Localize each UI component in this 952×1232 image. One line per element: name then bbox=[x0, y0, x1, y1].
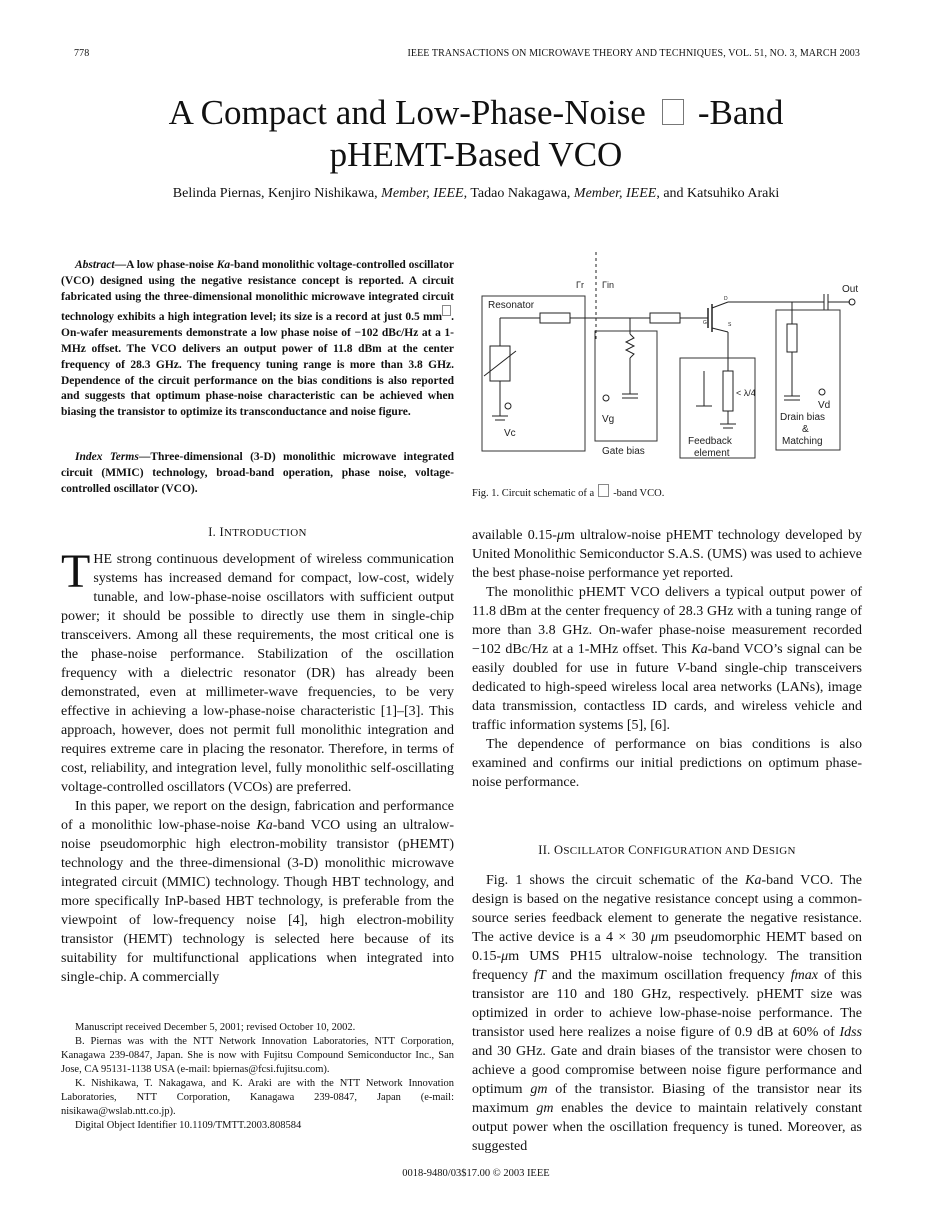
figure-caption bbox=[472, 484, 664, 499]
section-2-text bbox=[472, 871, 862, 1156]
index-terms-label: Index Terms bbox=[75, 451, 139, 463]
abstract-text-2: -band monolithic voltage-controlled oscillator (VCO) designed using the negative resistance concept is reported. A circuit fabricated using the three-dimensional monolithic microwave integrated circuit technology exhibits a high integration level; its size is a record at just 0.5 mm bbox=[61, 259, 454, 324]
page-footer: 0018-9480/03$17.00 © 2003 IEEE bbox=[402, 1168, 550, 1179]
gamma-in-label: Γin bbox=[602, 280, 614, 290]
varactor-arrow bbox=[484, 351, 516, 376]
s2-text-8: of the transistor. Biasing of the transistor near its maximum bbox=[472, 1082, 863, 1116]
tline-1 bbox=[540, 313, 570, 323]
right-p2-v: V bbox=[676, 661, 686, 676]
section-2-number: II. bbox=[538, 843, 555, 857]
s2-gm-2: gm bbox=[536, 1101, 554, 1116]
s2-text-7: and 30 GHz. Gate and drain biases of the transistor were chosen to achieve a good compromise between noise figure performance and optimum bbox=[472, 1044, 862, 1097]
introduction-text bbox=[61, 545, 454, 987]
tline-2 bbox=[650, 313, 680, 323]
journal-header: IEEE TRANSACTIONS ON MICROWAVE THEORY AND TECHNIQUES, VOL. 51, NO. 3, MARCH 2003 bbox=[407, 48, 860, 59]
section-2-cap-3: D bbox=[752, 843, 762, 857]
gamma-r-label: Γr bbox=[576, 280, 584, 290]
s2-text-5: and the maximum oscillation frequency bbox=[545, 968, 791, 983]
section-2-cap-2: C bbox=[628, 843, 637, 857]
section-1-title-cap: I bbox=[219, 525, 225, 539]
s2-gm: gm bbox=[530, 1082, 548, 1097]
intro-p2-text-2: -band VCO using an ultralow-noise pseudomorphic high electron-mobility transistor (pHEMT) technology and the three-dimensional (3-D) monolithic microwave integrated circuit (MMIC) technology. Though HBT technology, and more specifically InP-based HBT technology, is preferable from the viewpoint of low-frequency noise [4], high electron-mobility transistor (HEMT) technology is selected here because of its suitability for multifunctional applications when integrated into single-chip. A commercially bbox=[61, 818, 454, 985]
source-node-label: S bbox=[728, 322, 732, 328]
s2-ft: fT bbox=[534, 968, 546, 983]
author-1-membership: Member, IEEE bbox=[381, 186, 464, 201]
resonator-label: Resonator bbox=[488, 300, 535, 311]
author-2: Tadao Nakagawa bbox=[470, 186, 567, 201]
vd-label: Vd bbox=[818, 400, 831, 411]
footnote-4: Digital Object Identifier 10.1109/TMTT.2003.808584 bbox=[75, 1120, 302, 1131]
right-paragraph-3: The dependence of performance on bias conditions is also examined and confirms our initial predictions on optimum phase-noise performance. bbox=[472, 737, 862, 790]
right-paragraph-2 bbox=[472, 583, 862, 735]
author-1: Belinda Piernas, Kenjiro Nishikawa bbox=[172, 186, 375, 201]
section-heading-oscillator-design bbox=[472, 843, 862, 858]
drop-cap: T bbox=[61, 545, 91, 598]
section-1-number: I. bbox=[208, 525, 220, 539]
paper-title bbox=[0, 92, 952, 176]
section-2-word-3: ESIGN bbox=[761, 845, 796, 857]
section-2-word-1: SCILLATOR bbox=[563, 845, 629, 857]
transistor-drain bbox=[712, 302, 728, 308]
author-3: and Katsuhiko Araki bbox=[663, 186, 780, 201]
gate-bias-label: Gate bias bbox=[602, 446, 645, 457]
abstract-text-1: —A low phase-noise bbox=[114, 259, 217, 271]
intro-p2-text-1: In this paper, we report on the design, fabrication and performance of a monolithic low-phase-noise bbox=[61, 799, 454, 833]
abstract bbox=[61, 258, 454, 421]
lambda-label: < λ/4 bbox=[736, 388, 756, 398]
s2-text-4: m UMS PH15 ultralow-noise technology. The transition frequency bbox=[472, 949, 862, 983]
missing-glyph-box bbox=[442, 305, 451, 316]
s2-text-2: -band VCO. The design is based on the negative resistance concept using a common-source series feedback element to generate the negative resistance. The active device is a 4 × 30 bbox=[472, 873, 862, 945]
right-paragraph-1 bbox=[472, 526, 862, 583]
author-list: Belinda Piernas, Kenjiro Nishikawa, Member, IEEE, Tadao Nakagawa, Member, IEEE, and Katsuhiko Araki bbox=[172, 186, 780, 201]
right-p2-band: Ka bbox=[691, 642, 708, 657]
missing-glyph-box bbox=[598, 484, 609, 497]
abstract-label: Abstract bbox=[75, 259, 115, 271]
s2-mu-2: μ bbox=[501, 949, 509, 964]
footnote-3: K. Nishikawa, T. Nakagawa, and K. Araki are with the NTT Network Innovation Laboratories, NTT Corporation, Kanagawa 239-0847, Japan (e-mail: nisikawa@wslab.ntt.co.jp). bbox=[61, 1078, 454, 1117]
gate-node-label: G bbox=[703, 320, 707, 326]
right-p2-text-1: The monolithic pHEMT VCO delivers a typical output power of 11.8 dBm at the center frequency of 28.3 GHz with a tuning range of more than 3.8 GHz. On-wafer phase-noise measurement recorded −102 dBc/Hz at a 1-MHz offset. This bbox=[472, 585, 862, 657]
s2-text-6: of this transistor are 110 and 180 GHz, respectively. pHEMT size was optimized in order to achieve low-phase-noise performance. The transistor used here realizes a noise figure of 0.9 dB at 60% of bbox=[472, 968, 862, 1040]
right-p2-text-2: -band VCO’s signal can be easily doubled for use in future bbox=[472, 642, 862, 676]
drain-bias-label-1: Drain bias bbox=[780, 412, 826, 423]
vg-terminal bbox=[603, 395, 609, 401]
footnote-1: Manuscript received December 5, 2001; revised October 10, 2002. bbox=[75, 1022, 356, 1033]
footnotes bbox=[61, 1021, 454, 1133]
vd-terminal bbox=[819, 389, 825, 395]
page-number: 778 bbox=[74, 48, 90, 59]
author-2-membership: Member, IEEE bbox=[573, 186, 657, 201]
title-line1-a: A Compact and Low-Phase-Noise bbox=[168, 93, 646, 132]
right-column-intro-continued bbox=[472, 526, 862, 792]
s2-fmax: fmax bbox=[790, 968, 818, 983]
right-p2-text-3: -band single-chip transceivers dedicated to high-speed wireless local area networks (LANs), image data transmission, contactless ID cards, and wireless vehicle and traffic information systems [5], [6]. bbox=[472, 661, 862, 733]
drain-bias-label-3: Matching bbox=[782, 436, 823, 447]
vc-label: Vc bbox=[504, 428, 516, 439]
right-p1-mu: μ bbox=[556, 528, 564, 543]
s2-text-3: m pseudomorphic HEMT based on 0.15- bbox=[472, 930, 862, 964]
title-line2: pHEMT-Based VCO bbox=[329, 135, 623, 174]
intro-p2-band: Ka bbox=[256, 818, 273, 833]
section-2-cap-1: O bbox=[554, 843, 564, 857]
vg-label: Vg bbox=[602, 414, 615, 425]
circuit-schematic-figure bbox=[470, 246, 870, 468]
drain-bias-tline bbox=[787, 324, 797, 352]
vc-terminal bbox=[505, 403, 511, 409]
s2-mu: μ bbox=[651, 930, 659, 945]
feedback-tline bbox=[723, 371, 733, 411]
drain-bias-label-2: & bbox=[802, 424, 809, 435]
index-terms bbox=[61, 450, 454, 497]
transistor-source bbox=[712, 328, 728, 332]
index-terms-text: —Three-dimensional (3-D) monolithic microwave integrated circuit (MMIC) technology, broad-band operation, phase noise, voltage-controlled oscillator (VCO). bbox=[61, 451, 454, 495]
out-label: Out bbox=[842, 284, 859, 295]
section-2-paragraph-1 bbox=[472, 871, 862, 1156]
title-line1-b: -Band bbox=[697, 93, 784, 132]
intro-paragraph-2 bbox=[61, 797, 454, 987]
drain-node-label: D bbox=[724, 296, 728, 302]
s2-text-9: enables the device to maintain relatively constant output power when the oscillation frequency is tuned. Moreover, as suggested bbox=[472, 1101, 862, 1154]
missing-glyph-box bbox=[662, 99, 684, 125]
gate-resistor bbox=[626, 334, 634, 358]
section-2-word-2: ONFIGURATION AND bbox=[636, 845, 753, 857]
right-p1-text-1: available 0.15- bbox=[472, 528, 557, 543]
figure-caption-text-1: Fig. 1. Circuit schematic of a bbox=[472, 488, 595, 499]
s2-text-1: Fig. 1 shows the circuit schematic of the bbox=[486, 873, 746, 888]
right-p1-text-2: m ultralow-noise pHEMT technology developed by United Monolithic Semiconductor S.A.S. (UMS) was used to achieve the best phase-noise performance yet reported. bbox=[472, 528, 863, 581]
abstract-band: Ka bbox=[216, 259, 231, 271]
s2-band: Ka bbox=[745, 873, 762, 888]
abstract-text-3: . On-wafer measurements demonstrate a low phase noise of −102 dBc/Hz at a 1-MHz offset. The VCO delivers an output power of 11.8 dBm at the center frequency of 28.3 GHz. The frequency tuning range is more than 3.8 GHz. Dependence of the circuit performance on the bias conditions is also reported and suggests that optimum phase-noise characteristic can be achieved when biasing the transistor to optimize its transconductance and noise figure. bbox=[61, 311, 454, 419]
intro-paragraph-1: HE strong continuous development of wireless communication systems has increased demand for compact, low-cost, widely tunable, and low-phase-noise oscillators with sufficient output power; it should be possible to directly use them in single-chip transceivers. Among all these requirements, the most critical one is the phase-noise performance. Stabilization of the oscillation frequency with a dielectric resonator (DR) has already been demonstrated, even at millimeter-wave frequencies, to be very effective in achieving a low-phase-noise characteristic [1]–[3]. This approach, however, does not permit full monolithic integration and requires extreme care in placing the resonator. Therefore, in terms of cost, reliability, and integration level, fully monolithic self-oscillating voltage-controlled oscillators (VCOs) are preferred. bbox=[61, 552, 454, 795]
footnote-2: B. Piernas was with the NTT Network Innovation Laboratories, NTT Corporation, Kanagawa 239-0847, Japan. She is now with Fujitsu Compound Semiconductor Inc., San Jose, CA 95131-1138 USA (e-mail: bpiernas@fcsi.fujitsu.com). bbox=[61, 1036, 454, 1075]
section-heading-introduction bbox=[61, 525, 454, 540]
feedback-label-1: Feedback bbox=[688, 436, 732, 447]
section-1-title-rest: NTRODUCTION bbox=[224, 527, 307, 539]
feedback-label-2: element bbox=[694, 448, 730, 459]
s2-idss: Idss bbox=[839, 1025, 862, 1040]
figure-caption-text-2: -band VCO. bbox=[613, 488, 665, 499]
